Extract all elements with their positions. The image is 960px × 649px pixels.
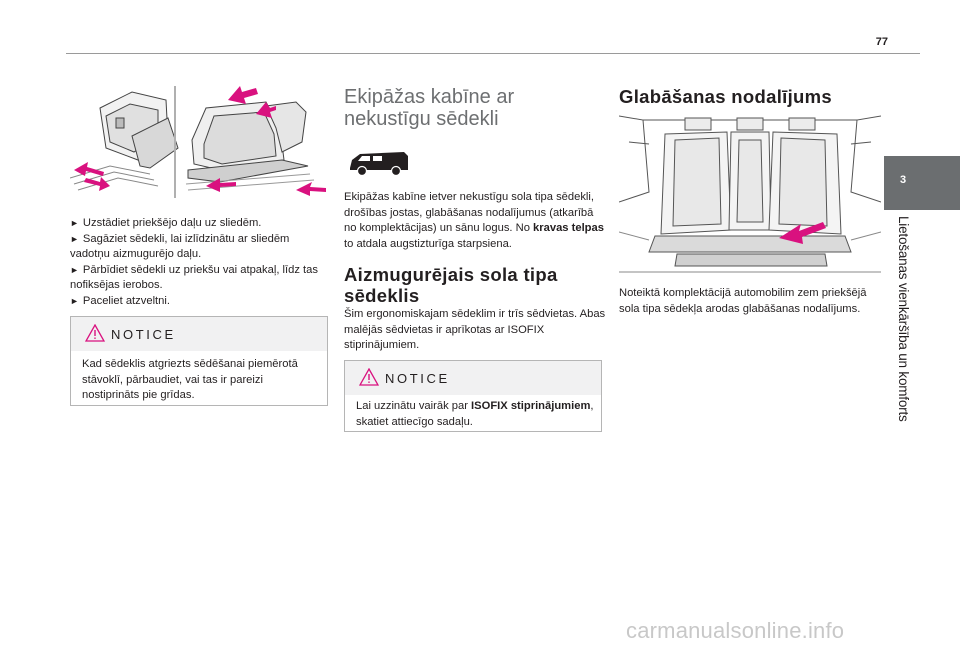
rear-bench-paragraph: Šim ergonomiskajam sēdeklim ir trīs sēdvietas. Abas malējās sēdvietas ir aprīkotas ar ISOFIX stiprinājumiem. — [344, 308, 606, 352]
chapter-title — [896, 216, 914, 456]
isofix-text-2: , skatiet attiecīgo sadaļu. — [356, 400, 594, 428]
crew-cab-text-1: Ekipāžas kabīne ietver nekustīgu sola tipa sēdekli, drošības jostas, glabāšanas nodalījumus (atkarībā no komplektācijas) un sānu logus. No — [344, 191, 594, 235]
isofix-notice-box — [344, 360, 602, 432]
step-2: ► Sagāziet sēdekli, lai izlīdzinātu ar sliedēm vadotņu aizmugurējo daļu. — [70, 232, 290, 261]
crew-cab-paragraph — [344, 190, 606, 252]
crew-cab-van-icon — [346, 148, 412, 178]
warning-icon — [85, 324, 105, 342]
isofix-notice-title: NOTICE — [385, 371, 450, 386]
step-3-text: Pārbīdiet sēdekli uz priekšu vai atpakaļ, līdz tas nofiksējas ierobos. — [70, 263, 318, 292]
header-rule — [66, 53, 920, 54]
notice-title: NOTICE — [111, 327, 176, 342]
isofix-notice-header — [345, 361, 601, 395]
notice-box — [70, 316, 328, 406]
bench-seat-storage-illustration — [619, 112, 881, 276]
step-4: ► Paceliet atzveltni. — [70, 294, 170, 307]
crew-cab-text-bold: kravas telpas — [533, 222, 604, 235]
notice-header — [71, 317, 327, 351]
warning-icon — [359, 368, 379, 386]
notice-text: Kad sēdeklis atgriezts sēdēšanai piemērotā stāvoklī, pārbaudiet, vai tas ir pareizi nostiprināts pie grīdas. — [82, 358, 298, 402]
step-1-text: Uzstādiet priekšējo daļu uz sliedēm. — [82, 217, 262, 229]
section-heading-storage: Glabāšanas nodalījums — [619, 86, 832, 107]
step-1: ► Uzstādiet priekšējo daļu uz sliedēm. — [70, 217, 262, 229]
step-3: ► Pārbīdiet sēdekli uz priekšu vai atpakaļ, līdz tas nofiksējas ierobos. — [70, 263, 318, 292]
step-4-text: Paceliet atzveltni. — [82, 294, 170, 307]
isofix-text-1: Lai uzzinātu vairāk par — [356, 400, 472, 412]
crew-cab-text-2: to atdala augstizturīga starpsiena. — [344, 237, 512, 250]
watermark: carmanualsonline.info — [626, 618, 845, 643]
step-2-text: Sagāziet sēdekli, lai izlīdzinātu ar sliedēm vadotņu aizmugurējo daļu. — [70, 232, 290, 261]
seat-on-rails-illustration — [70, 78, 330, 200]
chapter-title-text: Lietošanas vienkāršība un komforts — [896, 216, 911, 422]
section-heading-crew-cab: Ekipāžas kabīne ar nekustīgu sēdekli — [344, 86, 515, 130]
page-number: 77 — [875, 36, 888, 48]
section-heading-rear-bench: Aizmugurējais sola tipa sēdeklis — [344, 264, 558, 306]
chapter-number: 3 — [899, 174, 907, 186]
isofix-notice-text — [356, 399, 596, 430]
storage-paragraph: Noteiktā komplektācijā automobilim zem priekšējā sola tipa sēdekļa arodas glabāšanas nodalījums. — [619, 287, 867, 315]
steps-list — [70, 216, 332, 310]
isofix-text-bold: ISOFIX stiprinājumiem — [471, 400, 591, 412]
